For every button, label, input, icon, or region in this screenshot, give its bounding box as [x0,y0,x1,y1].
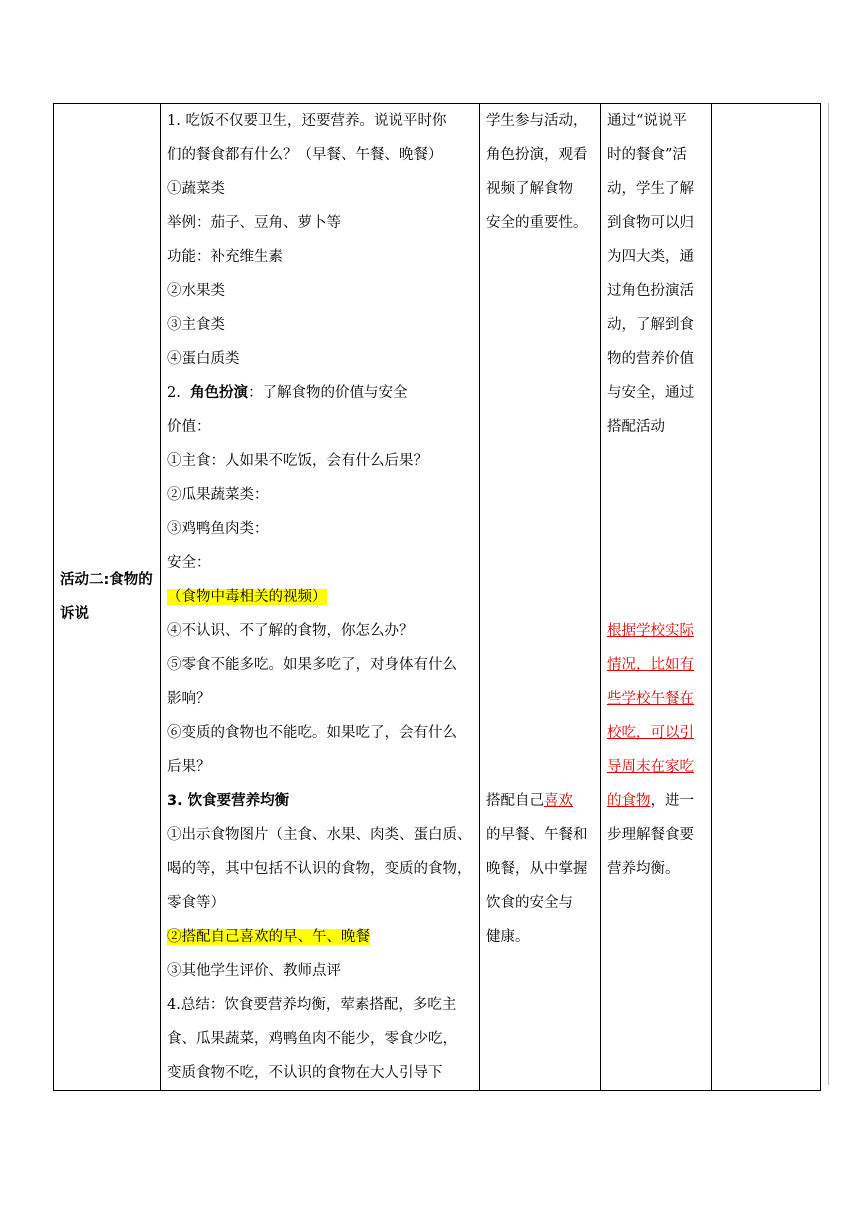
red-text: 些学校午餐在 [607,691,694,707]
text-line: 通过“说说平 [607,113,687,129]
teacher-lines-4 [167,818,473,920]
text-line: ②瓜果蔬菜类： [167,487,269,503]
section-3-title: 3. 饮食要营养均衡 [167,793,290,809]
text-line: 动，了解到食 [607,317,694,333]
text-line: 学生参与活动， [486,113,588,129]
text-line: 时的餐食”活 [607,147,687,163]
text-line [607,750,705,784]
text-line: 步理解餐食要 [607,827,694,843]
activity-cell [54,104,161,1091]
text-line: ④不认识、不了解的食物，你怎么办？ [167,623,414,639]
text-line: 到食物可以归 [607,215,694,231]
red-text: 校吃，可以引 [607,725,694,741]
red-text: 情况，比如有 [607,657,694,673]
student-lines-2 [486,818,594,954]
intent-red-lines [607,614,705,784]
text-line: 们的餐食都有什么？（早餐、午餐、晚餐） [167,147,443,163]
text-line: 安全： [167,555,211,571]
text-line: 功能：补充维生素 [167,249,283,265]
teacher-activity-cell [161,104,480,1091]
text-line: ①出示食物图片（主食、水果、肉类、蛋白质、 [167,827,472,843]
text-line: ③其他学生评价、教师点评 [167,963,341,979]
role-play-label: 角色扮演 [190,385,249,401]
text-line [607,648,705,682]
spacer [607,444,705,614]
text-line: 视频了解食物 [486,181,573,197]
design-intent-cell [601,104,712,1091]
red-text: 导周末在家吃 [607,759,694,775]
notes-cell [712,104,821,1091]
student-red-text: 喜欢 [544,793,573,809]
page-edge-line [828,103,829,1085]
text-line: ①主食：人如果不吃饭，会有什么后果？ [167,453,428,469]
text-line: 4.总结：饮食要营养均衡，荤素搭配，多吃主 [167,997,457,1013]
table-row [54,104,821,1091]
text-line: ③主食类 [167,317,225,333]
text-line: 食、瓜果蔬菜，鸡鸭鱼肉不能少，零食少吃， [167,1031,457,1047]
text-line: 过角色扮演活 [607,283,694,299]
spacer [486,240,594,784]
text-line [607,614,705,648]
teacher-lines-3 [167,614,473,784]
teacher-lines-2 [167,410,473,580]
text-line: 晚餐，从中掌握 [486,861,588,877]
intent-lines-2 [607,818,705,886]
text-line: 健康。 [486,929,530,945]
text-line: 的早餐、午餐和 [486,827,588,843]
lesson-plan-table [53,103,821,1091]
intent-mixed-line: 的食物，进一 [607,793,694,809]
student-activity-cell [480,104,601,1091]
red-text: 根据学校实际 [607,623,694,639]
text-line: 零食等） [167,895,225,911]
text-line: 为四大类，通 [607,249,694,265]
text-line: ③鸡鸭鱼肉类： [167,521,269,537]
text-line: 喝的等，其中包括不认识的食物，变质的食物， [167,861,472,877]
text-line: 价值： [167,419,211,435]
text-line: 角色扮演，观看 [486,147,588,163]
video-line [167,580,473,614]
text-line: 营养均衡。 [607,861,680,877]
text-line: 1. 吃饭不仅要卫生，还要营养。说说平时你 [167,113,447,129]
activity-title: 活动二:食物的诉说 [60,572,153,622]
text-line: ②水果类 [167,283,225,299]
text-line: 饮食的安全与 [486,895,573,911]
text-line: ①蔬菜类 [167,181,225,197]
text-line: 搭配活动 [607,419,665,435]
text-line: 物的营养价值 [607,351,694,367]
text-line [607,682,705,716]
role-play-line: 2. 角色扮演：了解食物的价值与安全 [167,385,408,401]
student-lines-1 [486,104,594,240]
text-line: 影响？ [167,691,211,707]
text-line: 变质食物不吃，不认识的食物在大人引导下 [167,1065,443,1081]
match-line [167,920,473,954]
text-line [607,716,705,750]
text-line: 安全的重要性。 [486,215,588,231]
teacher-lines-5 [167,954,473,1090]
match-highlight: ②搭配自己喜欢的早、午、晚餐 [167,929,370,945]
text-line: ⑤零食不能多吃。如果多吃了，对身体有什么 [167,657,457,673]
text-line: ⑥变质的食物也不能吃。如果吃了，会有什么 [167,725,457,741]
text-line: 动，学生了解 [607,181,694,197]
intent-lines-1 [607,104,705,444]
text-line: ④蛋白质类 [167,351,240,367]
text-line: 与安全，通过 [607,385,694,401]
student-match-line: 搭配自己喜欢 [486,793,573,809]
video-highlight: （食物中毒相关的视频） [167,589,327,605]
teacher-lines-1 [167,104,473,376]
text-line: 举例：茄子、豆角、萝卜等 [167,215,341,231]
text-line: 后果？ [167,759,211,775]
